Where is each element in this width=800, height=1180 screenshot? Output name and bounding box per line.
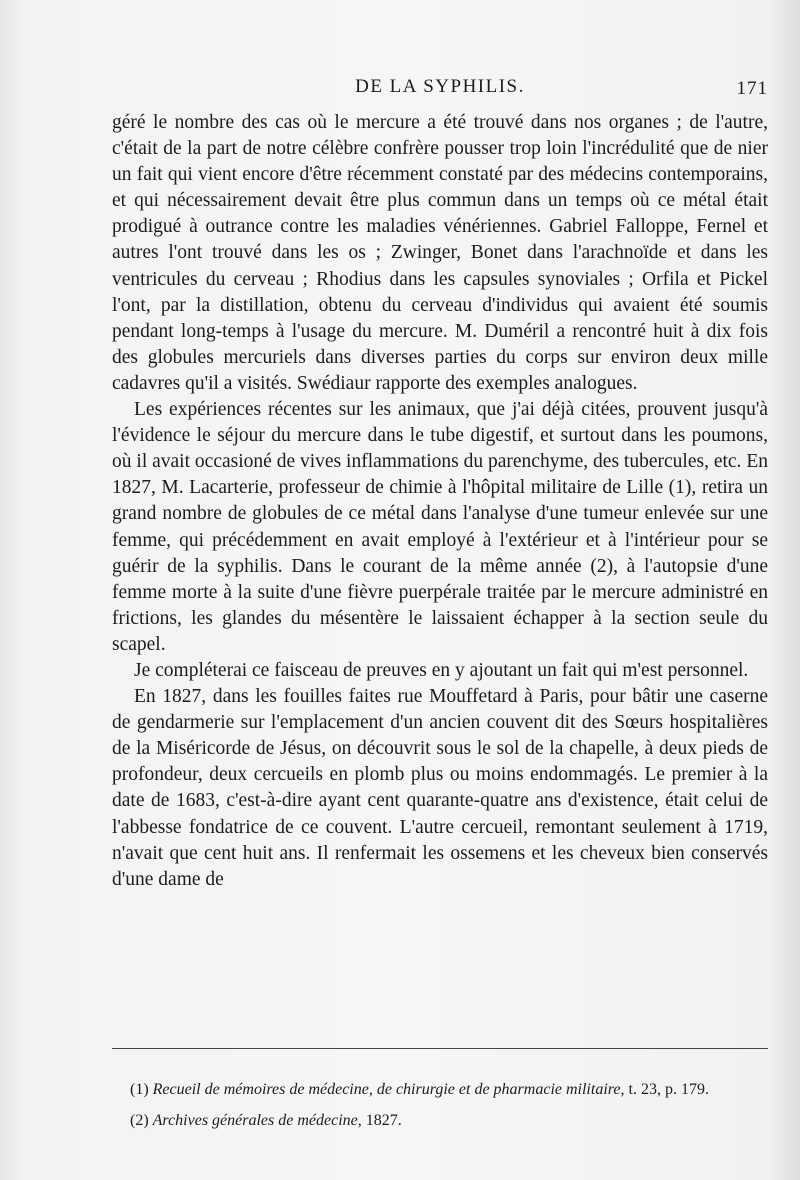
paragraph-4: En 1827, dans les fouilles faites rue Mouffetard à Paris, pour bâtir une caserne de gendarmerie sur l'emplacement d'un ancien couvent dit des Sœurs hospitalières de la Miséricorde de Jésus, on découvrit sous le sol de la chapelle, à deux pieds de profondeur, deux cercueils en plomb plus ou moins endommagés. Le premier à la date de 1683, c'est-à-dire ayant cent quarante-quatre ans d'existence, était celui de l'abbesse fondatrice de ce couvent. L'autre cercueil, remontant seulement à 1719, n'avait que cent huit ans. Il renfermait les ossemens et les cheveux bien conservés d'une dame de	[112, 686, 768, 890]
footnote-source-title: Archives générales de médecine,	[152, 1112, 362, 1129]
page-number: 171	[736, 78, 768, 99]
footnote-divider	[112, 1048, 768, 1049]
paragraph-2: Les expériences récentes sur les animaux, que j'ai déjà citées, prouvent jusqu'à l'évidence le séjour du mercure dans le tube digestif, et surtout dans les poumons, où il avait occasioné de vives inflammations du parenchyme, des tubercules, etc. En 1827, M. Lacarterie, professeur de chimie à l'hôpital militaire de Lille (1), retira un grand nombre de globules de ce métal dans l'analyse d'une tumeur enlevée sur une femme, qui précédemment en avait employé à l'extérieur et à l'intérieur pour se guérir de la syphilis. Dans le courant de la même année (2), à l'autopsie d'une femme morte à la suite d'une fièvre puerpérale traitée par le mercure administré en frictions, les glandes du mésentère le laissaient échapper à la section seule du scapel.	[112, 399, 768, 655]
running-head	[112, 76, 768, 104]
footnote-source-title: Recueil de mémoires de médecine, de chirurgie et de pharmacie militaire,	[152, 1081, 625, 1098]
paragraph-3: Je compléterai ce faisceau de preuves en y ajoutant un fait qui m'est personnel.	[134, 659, 749, 681]
footnote-marker: (2)	[130, 1112, 149, 1129]
footnotes	[112, 1078, 768, 1140]
running-title: DE LA SYPHILIS.	[355, 76, 525, 97]
footnote-1	[112, 1078, 768, 1101]
body-text	[112, 110, 768, 893]
footnote-marker: (1)	[130, 1081, 149, 1098]
footnote-2	[112, 1109, 768, 1132]
paragraph-1: géré le nombre des cas où le mercure a été trouvé dans nos organes ; de l'autre, c'était de la part de notre célèbre confrère pousser trop loin l'incrédulité que de nier un fait qui vient encore d'être récemment constaté par des médecins contemporains, et qui nécessairement devait être plus commun dans un temps où ce métal était prodigué à outrance contre les maladies vénériennes. Gabriel Falloppe, Fernel et autres l'ont trouvé dans les os ; Zwinger, Bonet dans l'arachnoïde et dans les ventricules du cerveau ; Rhodius dans les capsules synoviales ; Orfila et Pickel l'ont, par la distillation, obtenu du cerveau d'individus qui avaient été soumis pendant long-temps à l'usage du mercure. M. Duméril a rencontré huit à dix fois des globules mercuriels dans diverses parties du corps sur environ deux mille cadavres qu'il a visités. Swédiaur rapporte des exemples analogues.	[112, 112, 768, 394]
footnote-reference: t. 23, p. 179.	[628, 1081, 709, 1098]
footnote-reference: 1827.	[365, 1112, 402, 1129]
